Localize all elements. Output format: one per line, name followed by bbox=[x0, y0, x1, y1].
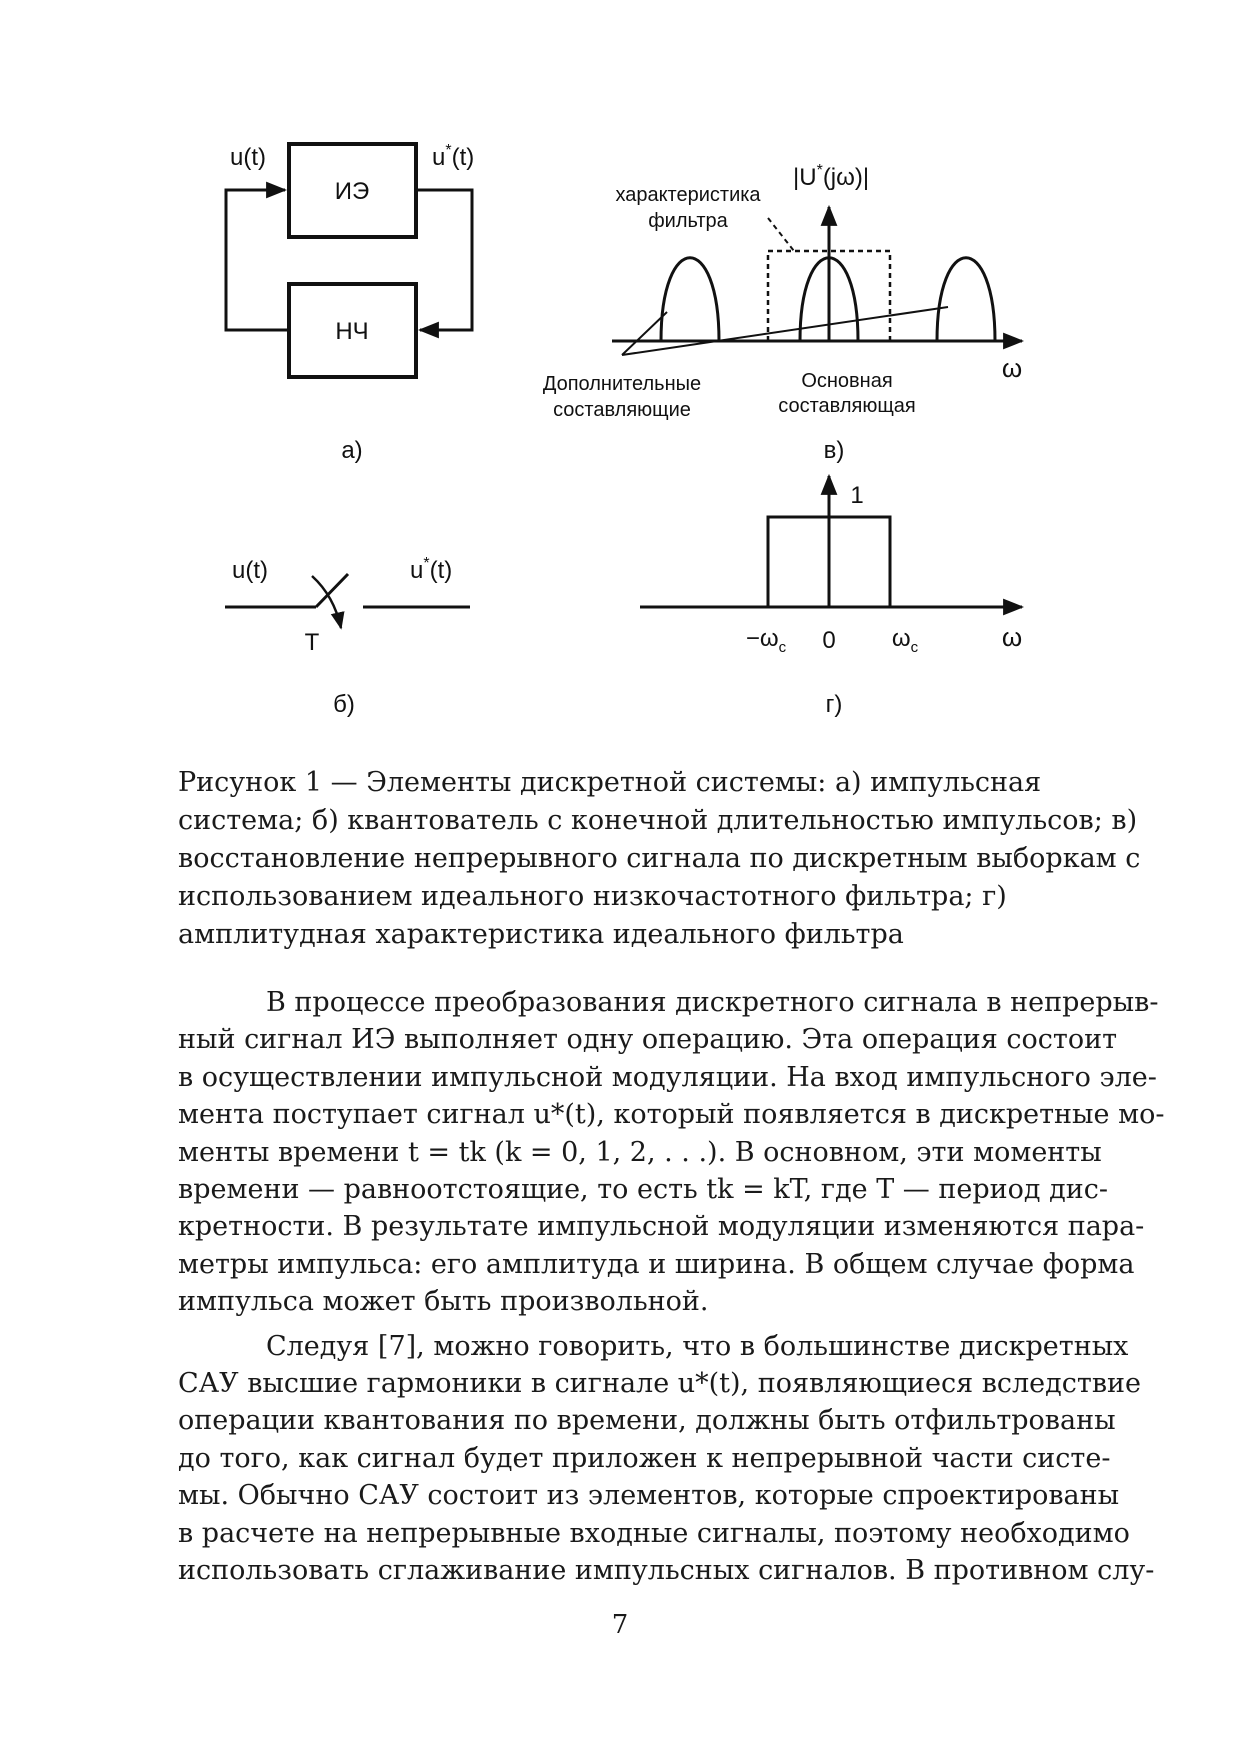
panel-v-yaxis-label: |U*(jω)| bbox=[793, 162, 870, 191]
panel-a-feedback-path bbox=[226, 190, 289, 330]
caption-line: система; б) квантователь с конечной длительностью импульсов; в) bbox=[178, 805, 1138, 836]
panel-g-neg-cutoff-label: $-\omega_c$ bbox=[745, 625, 787, 656]
panel-a-input-label: u(t) bbox=[230, 144, 266, 171]
paragraph-line: использовать сглаживание импульсных сигналов. В противном слу- bbox=[178, 1555, 1155, 1587]
paragraph-line: в расчете на непрерывные входные сигналы, поэтому необходимо bbox=[178, 1517, 1130, 1549]
panel-v-filter-label-2: фильтра bbox=[648, 210, 728, 232]
panel-v bbox=[543, 162, 1022, 464]
paragraph-line: в осуществлении импульсной модуляции. На вход импульсного эле- bbox=[178, 1061, 1157, 1093]
figure-caption bbox=[178, 764, 1141, 954]
panel-v-extra-label-1: Дополнительные bbox=[542, 373, 702, 395]
paragraph-line: времени — равноотстоящие, то есть tk = kT, где T — период дис- bbox=[178, 1174, 1108, 1206]
panel-v-main-label-2: составляющая bbox=[778, 395, 916, 417]
caption-line: амплитудная характеристика идеального фильтра bbox=[178, 919, 904, 950]
panel-b-sublabel: б) bbox=[333, 691, 355, 718]
panel-v-sublabel: в) bbox=[823, 437, 845, 464]
panel-a bbox=[226, 142, 474, 464]
paragraph-line: до того, как сигнал будет приложен к непрерывной части систе- bbox=[178, 1442, 1111, 1474]
panel-a-sublabel: а) bbox=[341, 437, 363, 464]
paragraph-line: кретности. В результате импульсной модуляции изменяются пара- bbox=[178, 1211, 1145, 1243]
paragraph-line: САУ высшие гармоники в сигнале u*(t), появляющиеся вследствие bbox=[178, 1368, 1142, 1400]
paragraph-line: операции квантования по времени, должны быть отфильтрованы bbox=[178, 1405, 1116, 1437]
paragraph-1 bbox=[178, 984, 1165, 1321]
caption-line: восстановление непрерывного сигнала по дискретным выборкам с bbox=[178, 843, 1141, 874]
body-text bbox=[178, 984, 1165, 1597]
panel-g bbox=[640, 476, 1022, 718]
paragraph-line: В процессе преобразования дискретного сигнала в непрерыв- bbox=[266, 987, 1159, 1018]
block-nch-label: НЧ bbox=[335, 318, 369, 345]
panel-b-output-label: u*(t) bbox=[410, 555, 453, 584]
paragraph-line: мы. Обычно САУ состоит из элементов, которые спроектированы bbox=[178, 1480, 1120, 1512]
caption-line: использованием идеального низкочастотного фильтра; г) bbox=[178, 881, 1007, 912]
panel-v-filter-label-1: характеристика bbox=[615, 184, 761, 206]
panel-g-height-label: 1 bbox=[850, 482, 864, 509]
panel-a-output-label: u*(t) bbox=[432, 142, 475, 171]
panel-v-xaxis-label: ω bbox=[1001, 353, 1023, 383]
paragraph-line: ный сигнал ИЭ выполняет одну операцию. Эта операция состоит bbox=[178, 1024, 1118, 1056]
panel-v-left-lobe bbox=[661, 258, 719, 341]
paragraph-line: Следуя [7], можно говорить, что в большинстве дискретных bbox=[266, 1330, 1129, 1362]
panel-b-switch-label: T bbox=[304, 629, 320, 656]
panel-v-extra-pointer-2 bbox=[622, 307, 948, 355]
paragraph-line: метры импульса: его амплитуда и ширина. В общем случае форма bbox=[178, 1248, 1135, 1280]
panel-g-sublabel: г) bbox=[825, 691, 843, 718]
page-number: 7 bbox=[611, 1610, 629, 1640]
paragraph-line: импульса может быть произвольной. bbox=[178, 1286, 709, 1318]
panel-g-xaxis-label: ω bbox=[1001, 622, 1023, 652]
panel-b bbox=[225, 555, 470, 718]
paragraph-2 bbox=[178, 1328, 1155, 1590]
figure-svg bbox=[0, 0, 1240, 740]
panel-v-main-label-1: Основная bbox=[801, 370, 893, 392]
panel-g-pos-cutoff-label: $\omega_c$ bbox=[891, 625, 919, 656]
figure-1 bbox=[0, 0, 1240, 740]
caption-line: Рисунок 1 — Элементы дискретной системы: а) импульсная bbox=[178, 767, 1042, 798]
paragraph-line: мента поступает сигнал u*(t), который появляется в дискретные мо- bbox=[178, 1099, 1165, 1131]
panel-b-input-label: u(t) bbox=[232, 557, 268, 584]
panel-g-zero-label: 0 bbox=[822, 627, 836, 654]
paragraph-line: менты времени t = tk (k = 0, 1, 2, . . .). В основном, эти моменты bbox=[178, 1136, 1102, 1168]
block-ie-label: ИЭ bbox=[334, 178, 370, 205]
panel-v-extra-label-2: составляющие bbox=[553, 399, 691, 421]
panel-v-right-lobe bbox=[937, 258, 995, 341]
panel-a-output-path bbox=[416, 190, 472, 330]
panel-v-filter-pointer bbox=[768, 218, 794, 251]
